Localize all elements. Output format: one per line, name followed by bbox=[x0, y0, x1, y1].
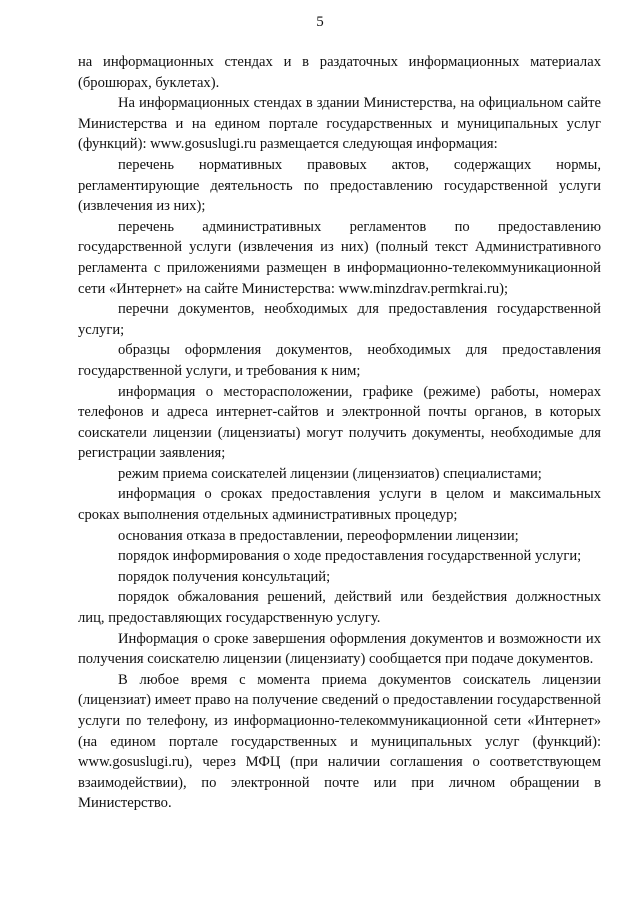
paragraph-5: перечни документов, необходимых для предоставления государственной услуги; bbox=[78, 301, 601, 338]
paragraph-12: порядок получения консультаций; bbox=[118, 568, 331, 585]
page-number: 5 bbox=[316, 14, 324, 30]
paragraph-11: порядок информирования о ходе предоставления государственной услуги; bbox=[118, 548, 582, 565]
paragraph-9: информация о сроках предоставления услуги в целом и максимальных сроках выполнения отдельных административных процедур; bbox=[78, 486, 601, 524]
paragraph-7: информация о месторасположении, графике (режиме) работы, номерах телефонов и адреса интернет-сайтов и электронной почты органов, в которых соискатели лицензии (лицензиаты) могут получить документы, необходимые для регистрации заявления; bbox=[78, 383, 601, 462]
paragraph-4: перечень административных регламентов по предоставлению государственной услуги (извлечения из них) (полный текст Административного регламента с приложениями размещен в информационно-телекоммуникационной сети «Интернет» на сайте Министерства: www.minzdrav.permkrai.ru); bbox=[78, 218, 601, 297]
paragraph-1: на информационных стендах и в раздаточных информационных материалах (брошюрах, буклетах). bbox=[78, 54, 601, 91]
paragraph-3: перечень нормативных правовых актов, содержащих нормы, регламентирующие деятельность по предоставлению государственной услуги (извлечения из них); bbox=[78, 156, 601, 215]
paragraph-10: основания отказа в предоставлении, переоформлении лицензии; bbox=[118, 527, 519, 544]
paragraph-2: На информационных стендах в здании Министерства, на официальном сайте Министерства и на едином портале государственных и муниципальных услуг (функций): www.gosuslugi.ru размещается следующая информация: bbox=[78, 95, 601, 153]
paragraph-15: В любое время с момента приема документов соискатель лицензии (лицензиат) имеет право на получение сведений о предоставлении государственной услуги по телефону, из информационно-телекоммуникационной сети «Интернет» (на едином портале государственных и муниципальных услуг (функций): www.gosuslugi.ru), через МФЦ (при наличии соглашения о соответствующем взаимодействии), по электронной почте или при личном обращении в Министерство. bbox=[78, 671, 601, 812]
paragraph-14: Информация о сроке завершения оформления документов и возможности их получения соискателю лицензии (лицензиату) сообщается при подаче документов. bbox=[78, 630, 601, 668]
paragraph-13: порядок обжалования решений, действий или бездействия должностных лиц, предоставляющих государственную услугу. bbox=[78, 589, 601, 627]
paragraph-8: режим приема соискателей лицензии (лицензиатов) специалистами; bbox=[118, 465, 542, 482]
paragraph-6: образцы оформления документов, необходимых для предоставления государственной услуги, и требования к ним; bbox=[78, 342, 601, 379]
document-body bbox=[78, 52, 601, 814]
